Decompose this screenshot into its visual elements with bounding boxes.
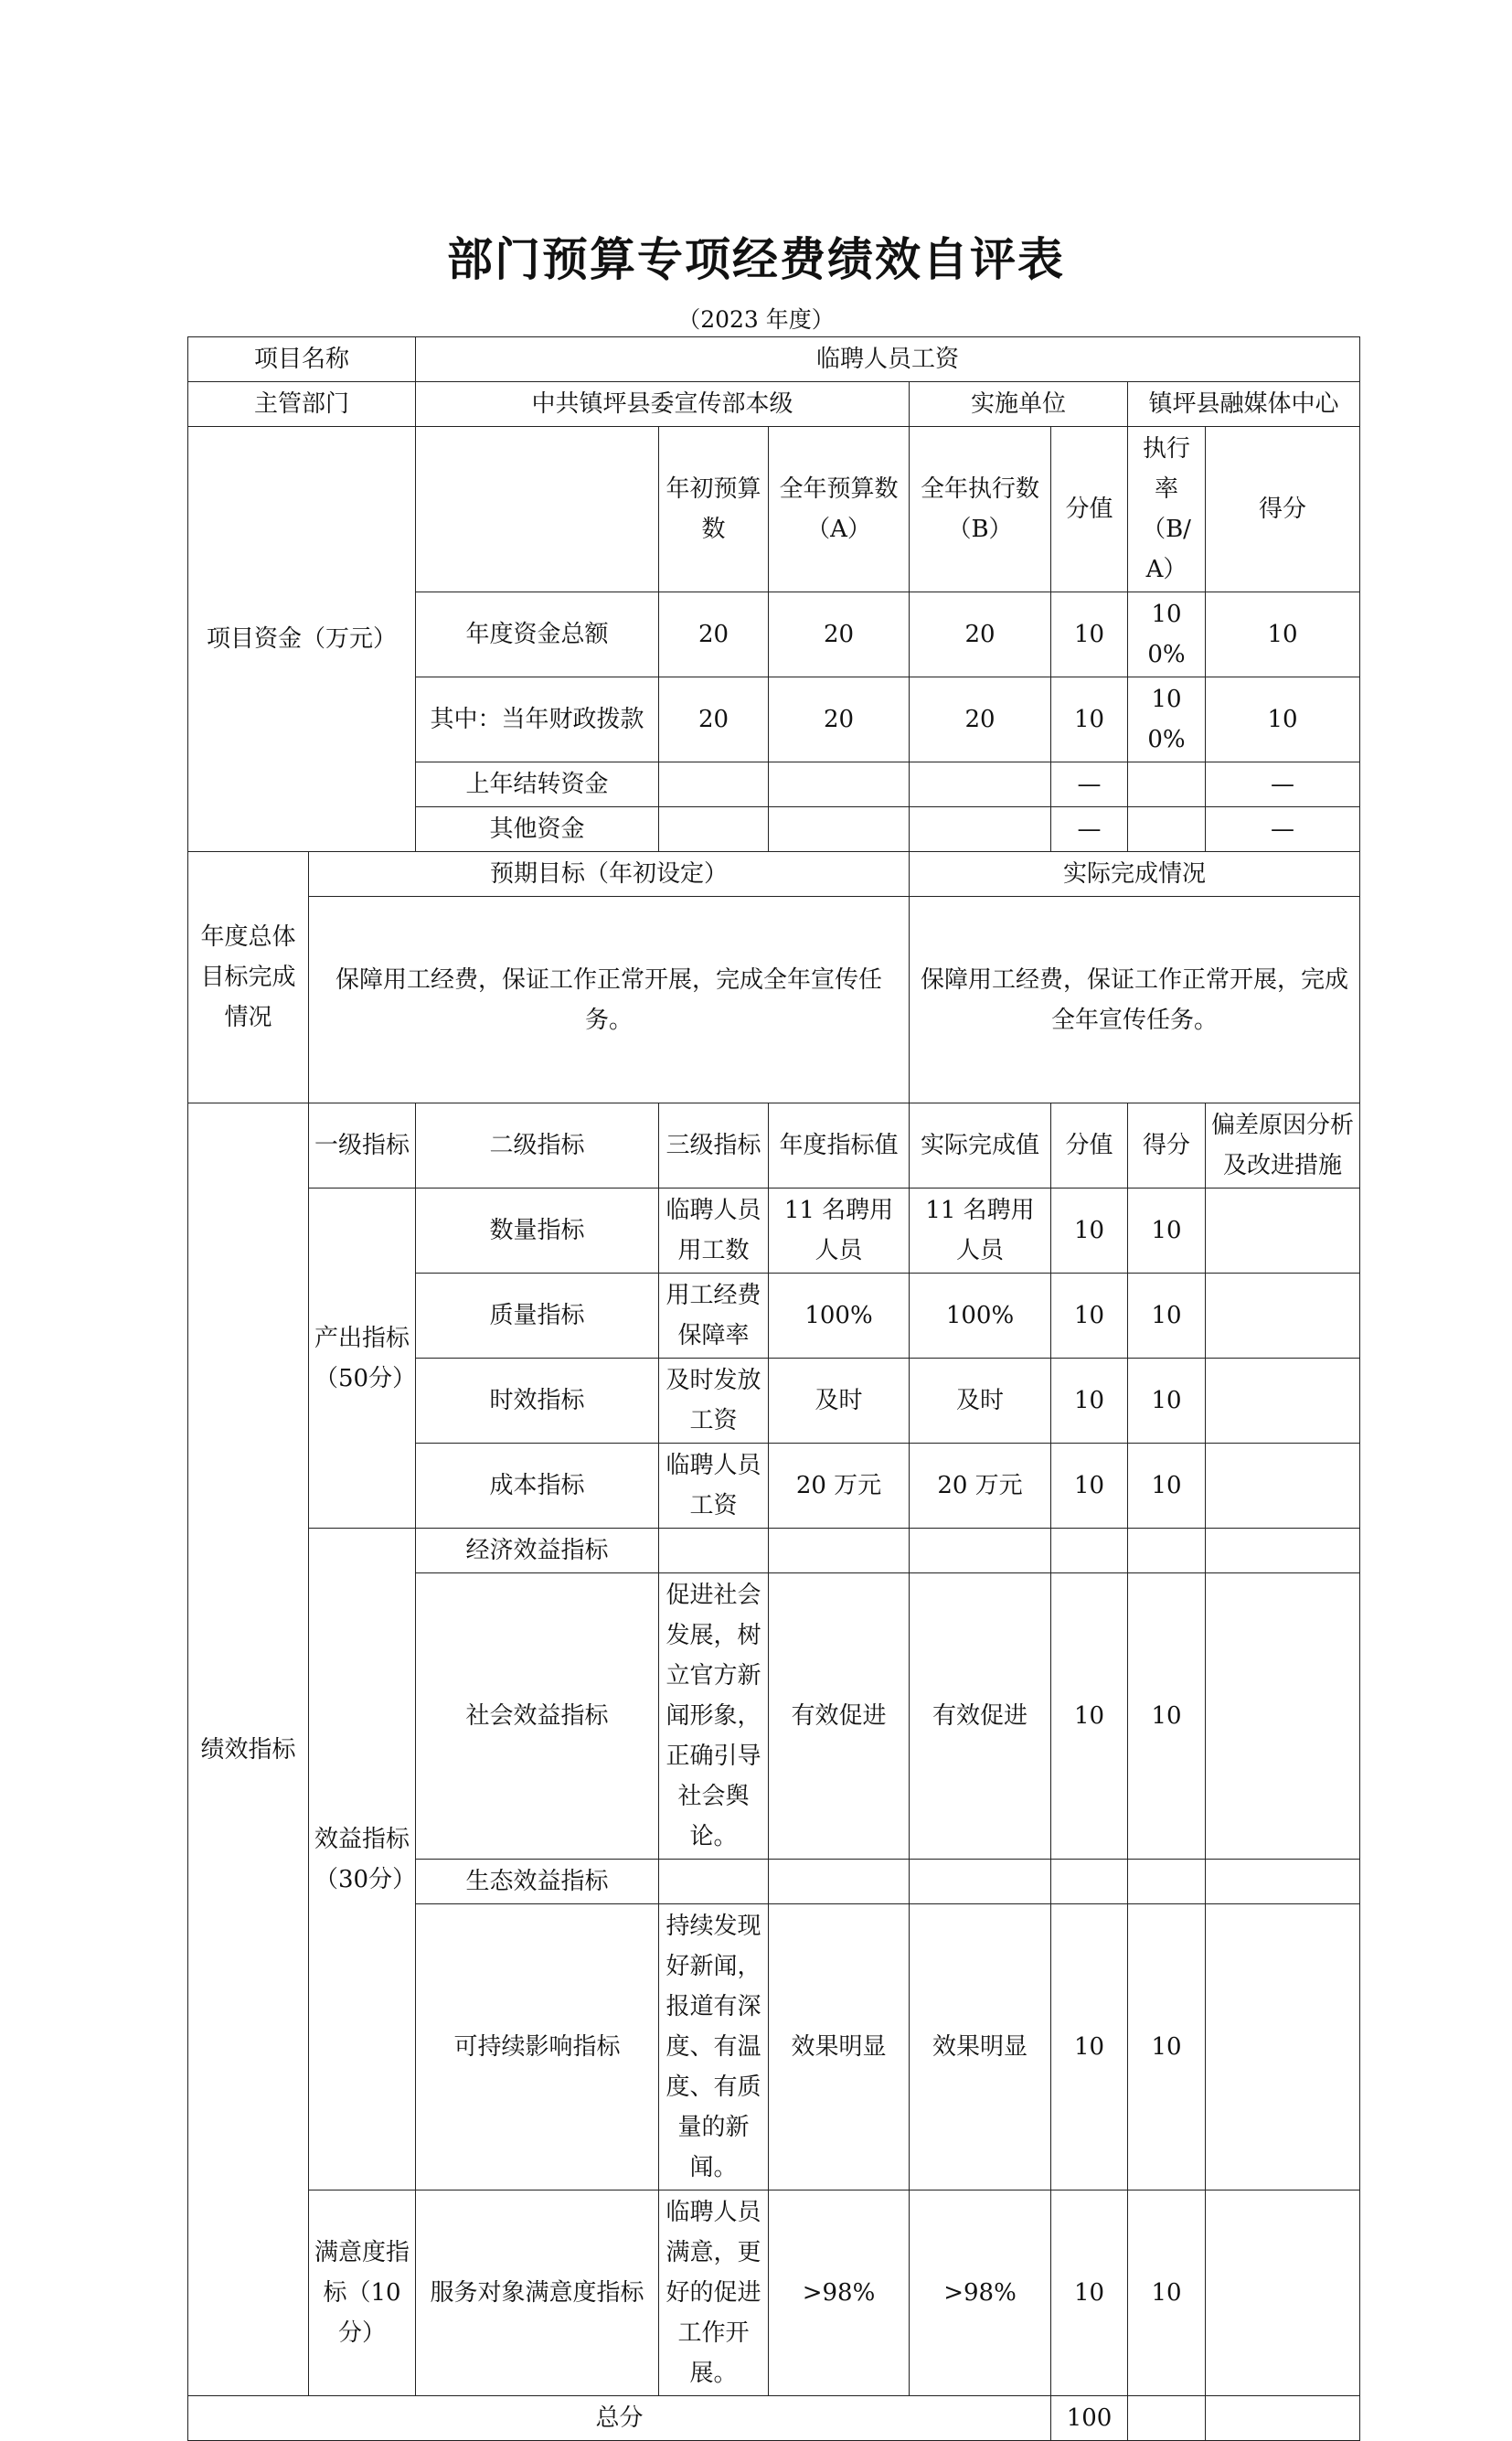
got-cell: 10 <box>1128 1359 1206 1444</box>
funds-cell <box>769 762 910 807</box>
target-cell: 20 万元 <box>769 1444 910 1529</box>
deviation-cell <box>1206 1860 1360 1904</box>
funds-row-name: 年度资金总额 <box>416 592 659 677</box>
got-cell: 10 <box>1128 1274 1206 1359</box>
funds-header-3: 全年执行数（B） <box>910 427 1051 592</box>
perf-header: 实际完成值 <box>910 1103 1051 1189</box>
funds-cell: 20 <box>910 592 1051 677</box>
funds-cell: 20 <box>910 677 1051 762</box>
score-cell: 10 <box>1051 2191 1128 2396</box>
got-cell <box>1128 1860 1206 1904</box>
funds-cell: 10 <box>1051 677 1128 762</box>
l2-cell: 服务对象满意度指标 <box>416 2191 659 2396</box>
funds-label: 项目资金（万元） <box>188 427 416 852</box>
funds-cell <box>910 762 1051 807</box>
funds-cell: 20 <box>769 677 910 762</box>
l3-cell: 临聘人员用工数 <box>659 1189 769 1274</box>
project-row <box>188 337 1360 382</box>
funds-cell: — <box>1051 762 1128 807</box>
output-label: 产出指标（50分） <box>309 1189 416 1529</box>
deviation-cell <box>1206 1359 1360 1444</box>
l3-cell <box>659 1860 769 1904</box>
funds-cell <box>910 807 1051 852</box>
l2-cell: 可持续影响指标 <box>416 1904 659 2191</box>
target-cell: 及时 <box>769 1359 910 1444</box>
funds-header-1: 年初预算数 <box>659 427 769 592</box>
actual-cell: 效果明显 <box>910 1904 1051 2191</box>
l2-cell: 质量指标 <box>416 1274 659 1359</box>
goals-expected-label: 预期目标（年初设定） <box>309 852 910 897</box>
l3-cell: 促进社会发展，树立官方新闻形象，正确引导社会舆论。 <box>659 1573 769 1860</box>
impl-label: 实施单位 <box>910 382 1128 427</box>
satisfaction-label: 满意度指标（10分） <box>309 2191 416 2396</box>
score-cell: 10 <box>1051 1359 1128 1444</box>
total-blank <box>1128 2396 1206 2441</box>
funds-cell: — <box>1206 807 1360 852</box>
benefit-row <box>188 1529 1360 1573</box>
score-cell: 10 <box>1051 1274 1128 1359</box>
perf-label: 绩效指标 <box>188 1103 309 2396</box>
got-cell: 10 <box>1128 1904 1206 2191</box>
total-blank <box>1206 2396 1360 2441</box>
actual-cell: 20 万元 <box>910 1444 1051 1529</box>
perf-header: 一级指标 <box>309 1103 416 1189</box>
funds-cell <box>659 762 769 807</box>
got-cell: 10 <box>1128 1444 1206 1529</box>
target-cell <box>769 1529 910 1573</box>
score-cell <box>1051 1860 1128 1904</box>
satisfaction-row <box>188 2191 1360 2396</box>
total-row <box>188 2396 1360 2441</box>
funds-cell: 100% <box>1128 677 1206 762</box>
target-cell: >98% <box>769 2191 910 2396</box>
got-cell: 10 <box>1128 2191 1206 2396</box>
deviation-cell <box>1206 1529 1360 1573</box>
eco-label: 生态效益指标 <box>416 1860 659 1904</box>
got-cell: 10 <box>1128 1189 1206 1274</box>
self-evaluation-table <box>187 336 1360 2441</box>
l2-cell: 成本指标 <box>416 1444 659 1529</box>
actual-cell: >98% <box>910 2191 1051 2396</box>
funds-cell: 10 <box>1051 592 1128 677</box>
funds-row-name: 其他资金 <box>416 807 659 852</box>
score-cell: 10 <box>1051 1189 1128 1274</box>
funds-cell <box>1128 762 1206 807</box>
year-subtitle: （2023 年度） <box>677 306 835 333</box>
l3-cell: 临聘人员满意，更好的促进工作开展。 <box>659 2191 769 2396</box>
funds-header-row <box>188 427 1360 592</box>
l2-cell: 社会效益指标 <box>416 1573 659 1860</box>
funds-cell: 10 <box>1206 677 1360 762</box>
goals-content-row <box>188 897 1360 1103</box>
perf-header: 三级指标 <box>659 1103 769 1189</box>
actual-cell: 11 名聘用人员 <box>910 1189 1051 1274</box>
deviation-cell <box>1206 1573 1360 1860</box>
funds-cell <box>1128 807 1206 852</box>
l2-cell: 数量指标 <box>416 1189 659 1274</box>
deviation-cell <box>1206 1274 1360 1359</box>
funds-row-name: 其中：当年财政拨款 <box>416 677 659 762</box>
funds-header-5: 执行率（B/A） <box>1128 427 1206 592</box>
perf-header: 得分 <box>1128 1103 1206 1189</box>
target-cell: 有效促进 <box>769 1573 910 1860</box>
l3-cell: 持续发现好新闻，报道有深度、有温度、有质量的新闻。 <box>659 1904 769 2191</box>
funds-cell: 20 <box>769 592 910 677</box>
project-value: 临聘人员工资 <box>416 337 1360 382</box>
funds-cell: 100% <box>1128 592 1206 677</box>
l3-cell <box>659 1529 769 1573</box>
deviation-cell <box>1206 1904 1360 2191</box>
actual-cell: 及时 <box>910 1359 1051 1444</box>
target-cell <box>769 1860 910 1904</box>
score-cell <box>1051 1529 1128 1573</box>
benefit-label: 效益指标（30分） <box>309 1529 416 2191</box>
target-cell: 效果明显 <box>769 1904 910 2191</box>
funds-cell <box>659 807 769 852</box>
funds-header-4: 分值 <box>1051 427 1128 592</box>
project-label: 项目名称 <box>188 337 416 382</box>
l3-cell: 用工经费保障率 <box>659 1274 769 1359</box>
goals-actual-label: 实际完成情况 <box>910 852 1360 897</box>
actual-cell <box>910 1860 1051 1904</box>
funds-cell: — <box>1206 762 1360 807</box>
deviation-cell <box>1206 2191 1360 2396</box>
funds-header-blank <box>416 427 659 592</box>
perf-header: 偏差原因分析及改进措施 <box>1206 1103 1360 1189</box>
total-label: 总分 <box>188 2396 1051 2441</box>
dept-value: 中共镇坪县委宣传部本级 <box>416 382 910 427</box>
output-row <box>188 1189 1360 1274</box>
target-cell: 100% <box>769 1274 910 1359</box>
got-cell <box>1128 1529 1206 1573</box>
total-value: 100 <box>1051 2396 1128 2441</box>
perf-header: 年度指标值 <box>769 1103 910 1189</box>
deviation-cell <box>1206 1189 1360 1274</box>
funds-header-2: 全年预算数（A） <box>769 427 910 592</box>
target-cell: 11 名聘用人员 <box>769 1189 910 1274</box>
dept-label: 主管部门 <box>188 382 416 427</box>
funds-cell: 20 <box>659 677 769 762</box>
got-cell: 10 <box>1128 1573 1206 1860</box>
actual-cell: 有效促进 <box>910 1573 1051 1860</box>
perf-header-row <box>188 1103 1360 1189</box>
funds-cell: 10 <box>1206 592 1360 677</box>
score-cell: 10 <box>1051 1444 1128 1529</box>
actual-cell: 100% <box>910 1274 1051 1359</box>
perf-header: 分值 <box>1051 1103 1128 1189</box>
goals-expected: 保障用工经费，保证工作正常开展，完成全年宣传任务。 <box>309 897 910 1103</box>
goals-label: 年度总体目标完成情况 <box>188 852 309 1103</box>
score-cell: 10 <box>1051 1573 1128 1860</box>
score-cell: 10 <box>1051 1904 1128 2191</box>
funds-row-name: 上年结转资金 <box>416 762 659 807</box>
l3-cell: 临聘人员工资 <box>659 1444 769 1529</box>
perf-header: 二级指标 <box>416 1103 659 1189</box>
dept-row <box>188 382 1360 427</box>
goals-header-row <box>188 852 1360 897</box>
l2-cell: 时效指标 <box>416 1359 659 1444</box>
funds-cell: 20 <box>659 592 769 677</box>
goals-actual: 保障用工经费，保证工作正常开展，完成全年宣传任务。 <box>910 897 1360 1103</box>
l3-cell: 及时发放工资 <box>659 1359 769 1444</box>
funds-cell <box>769 807 910 852</box>
deviation-cell <box>1206 1444 1360 1529</box>
funds-cell: — <box>1051 807 1128 852</box>
actual-cell <box>910 1529 1051 1573</box>
page-title: 部门预算专项经费绩效自评表 <box>447 232 1065 286</box>
econ-label: 经济效益指标 <box>416 1529 659 1573</box>
funds-header-6: 得分 <box>1206 427 1360 592</box>
impl-value: 镇坪县融媒体中心 <box>1128 382 1360 427</box>
